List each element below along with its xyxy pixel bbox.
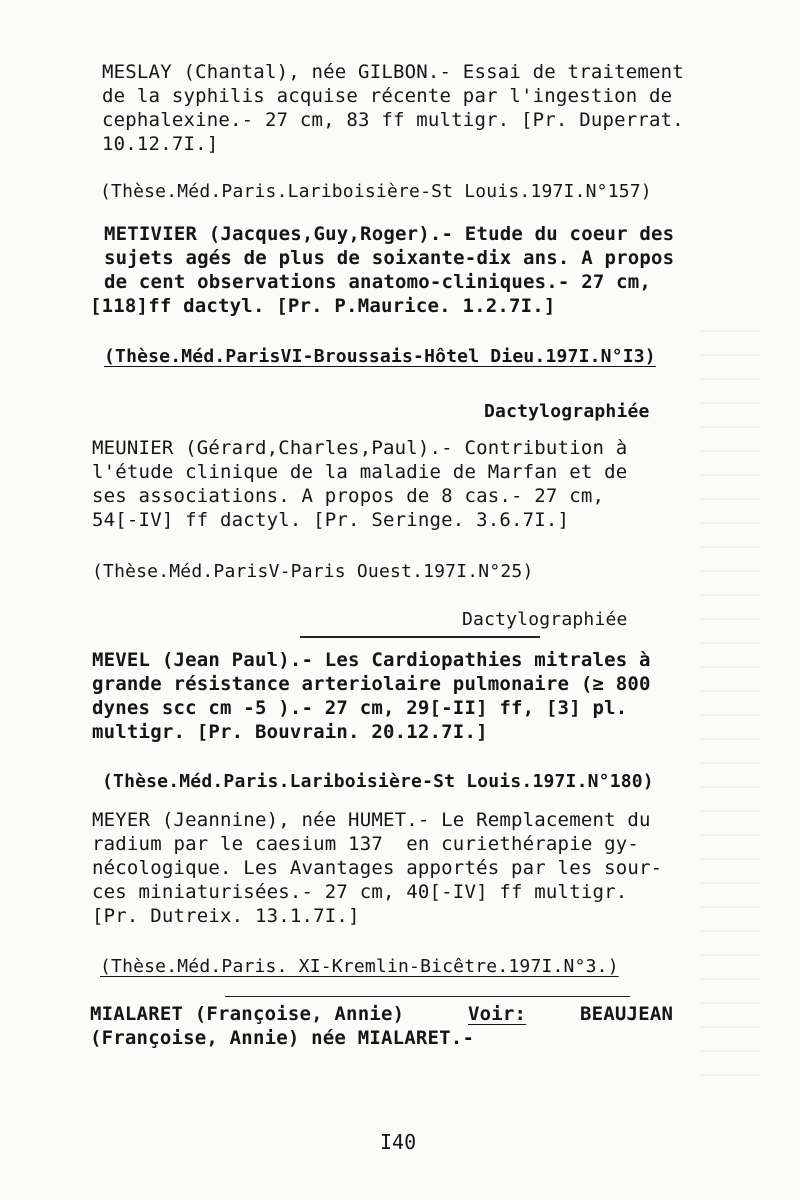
thesis-source: (Thèse.Méd.ParisVI-Broussais-Hôtel Dieu.197I.N°I3) — [104, 346, 656, 367]
entry-line: 10.12.7I.] — [102, 133, 219, 155]
entry-line: nécologique. Les Avantages apportés par les sour- — [92, 857, 663, 879]
entry-line: dynes scc cm -5 ).- 27 cm, 29[-II] ff, [3] pl. — [92, 697, 628, 719]
thesis-source: (Thèse.Méd.Paris. XI-Kremlin-Bicêtre.197I.N°3.) — [100, 956, 619, 977]
thesis-source: (Thèse.Méd.Paris.Lariboisière-St Louis.197I.N°180) — [102, 771, 654, 792]
crossref-name: MIALARET (Françoise, Annie) — [90, 1003, 405, 1025]
separator-rule — [300, 636, 540, 638]
entry-line: l'étude clinique de la maladie de Marfan et de — [92, 461, 628, 483]
separator-rule — [225, 996, 630, 997]
bleed-through-text — [700, 330, 760, 1090]
entry-line: de la syphilis acquise récente par l'ingestion de — [102, 85, 673, 107]
entry-line: MESLAY (Chantal), née GILBON.- Essai de traitement — [102, 61, 684, 83]
entry-line: MEUNIER (Gérard,Charles,Paul).- Contribution à — [92, 437, 628, 459]
entry-line: MEVEL (Jean Paul).- Les Cardiopathies mitrales à — [92, 649, 651, 671]
entry-line: ces miniaturisées.- 27 cm, 40[-IV] ff multigr. — [92, 881, 628, 903]
typescript-note: Dactylographiée — [462, 609, 628, 630]
crossref-target: BEAUJEAN — [580, 1003, 674, 1025]
entry-line: MEYER (Jeannine), née HUMET.- Le Remplacement du — [92, 809, 651, 831]
entry-line: METIVIER (Jacques,Guy,Roger).- Etude du coeur des — [104, 223, 675, 245]
crossref-voir: Voir: — [468, 1003, 527, 1025]
entry-line: multigr. [Pr. Bouvrain. 20.12.7I.] — [92, 721, 488, 743]
entry-line: [Pr. Dutreix. 13.1.7I.] — [92, 905, 360, 927]
typescript-note: Dactylographiée — [484, 401, 650, 422]
entry-line: [118]ff dactyl. [Pr. P.Maurice. 1.2.7I.] — [90, 295, 556, 317]
thesis-source: (Thèse.Méd.ParisV-Paris Ouest.197I.N°25) — [92, 561, 534, 582]
entry-line: cephalexine.- 27 cm, 83 ff multigr. [Pr. Duperrat. — [102, 109, 684, 131]
entry-line: sujets agés de plus de soixante-dix ans. A propos — [104, 247, 675, 269]
page-number: I40 — [380, 1130, 417, 1154]
entry-line: grande résistance arteriolaire pulmonaire (≥ 800 — [92, 673, 651, 695]
thesis-source: (Thèse.Méd.Paris.Lariboisière-St Louis.197I.N°157) — [100, 181, 652, 202]
crossref-line: (Françoise, Annie) née MIALARET.- — [90, 1027, 475, 1049]
entry-line: de cent observations anatomo-cliniques.- 27 cm, — [104, 271, 652, 293]
entry-line: ses associations. A propos de 8 cas.- 27 cm, — [92, 485, 605, 507]
entry-line: radium par le caesium 137 en curiethérapie gy- — [92, 833, 640, 855]
entry-line: 54[-IV] ff dactyl. [Pr. Seringe. 3.6.7I.] — [92, 509, 570, 531]
